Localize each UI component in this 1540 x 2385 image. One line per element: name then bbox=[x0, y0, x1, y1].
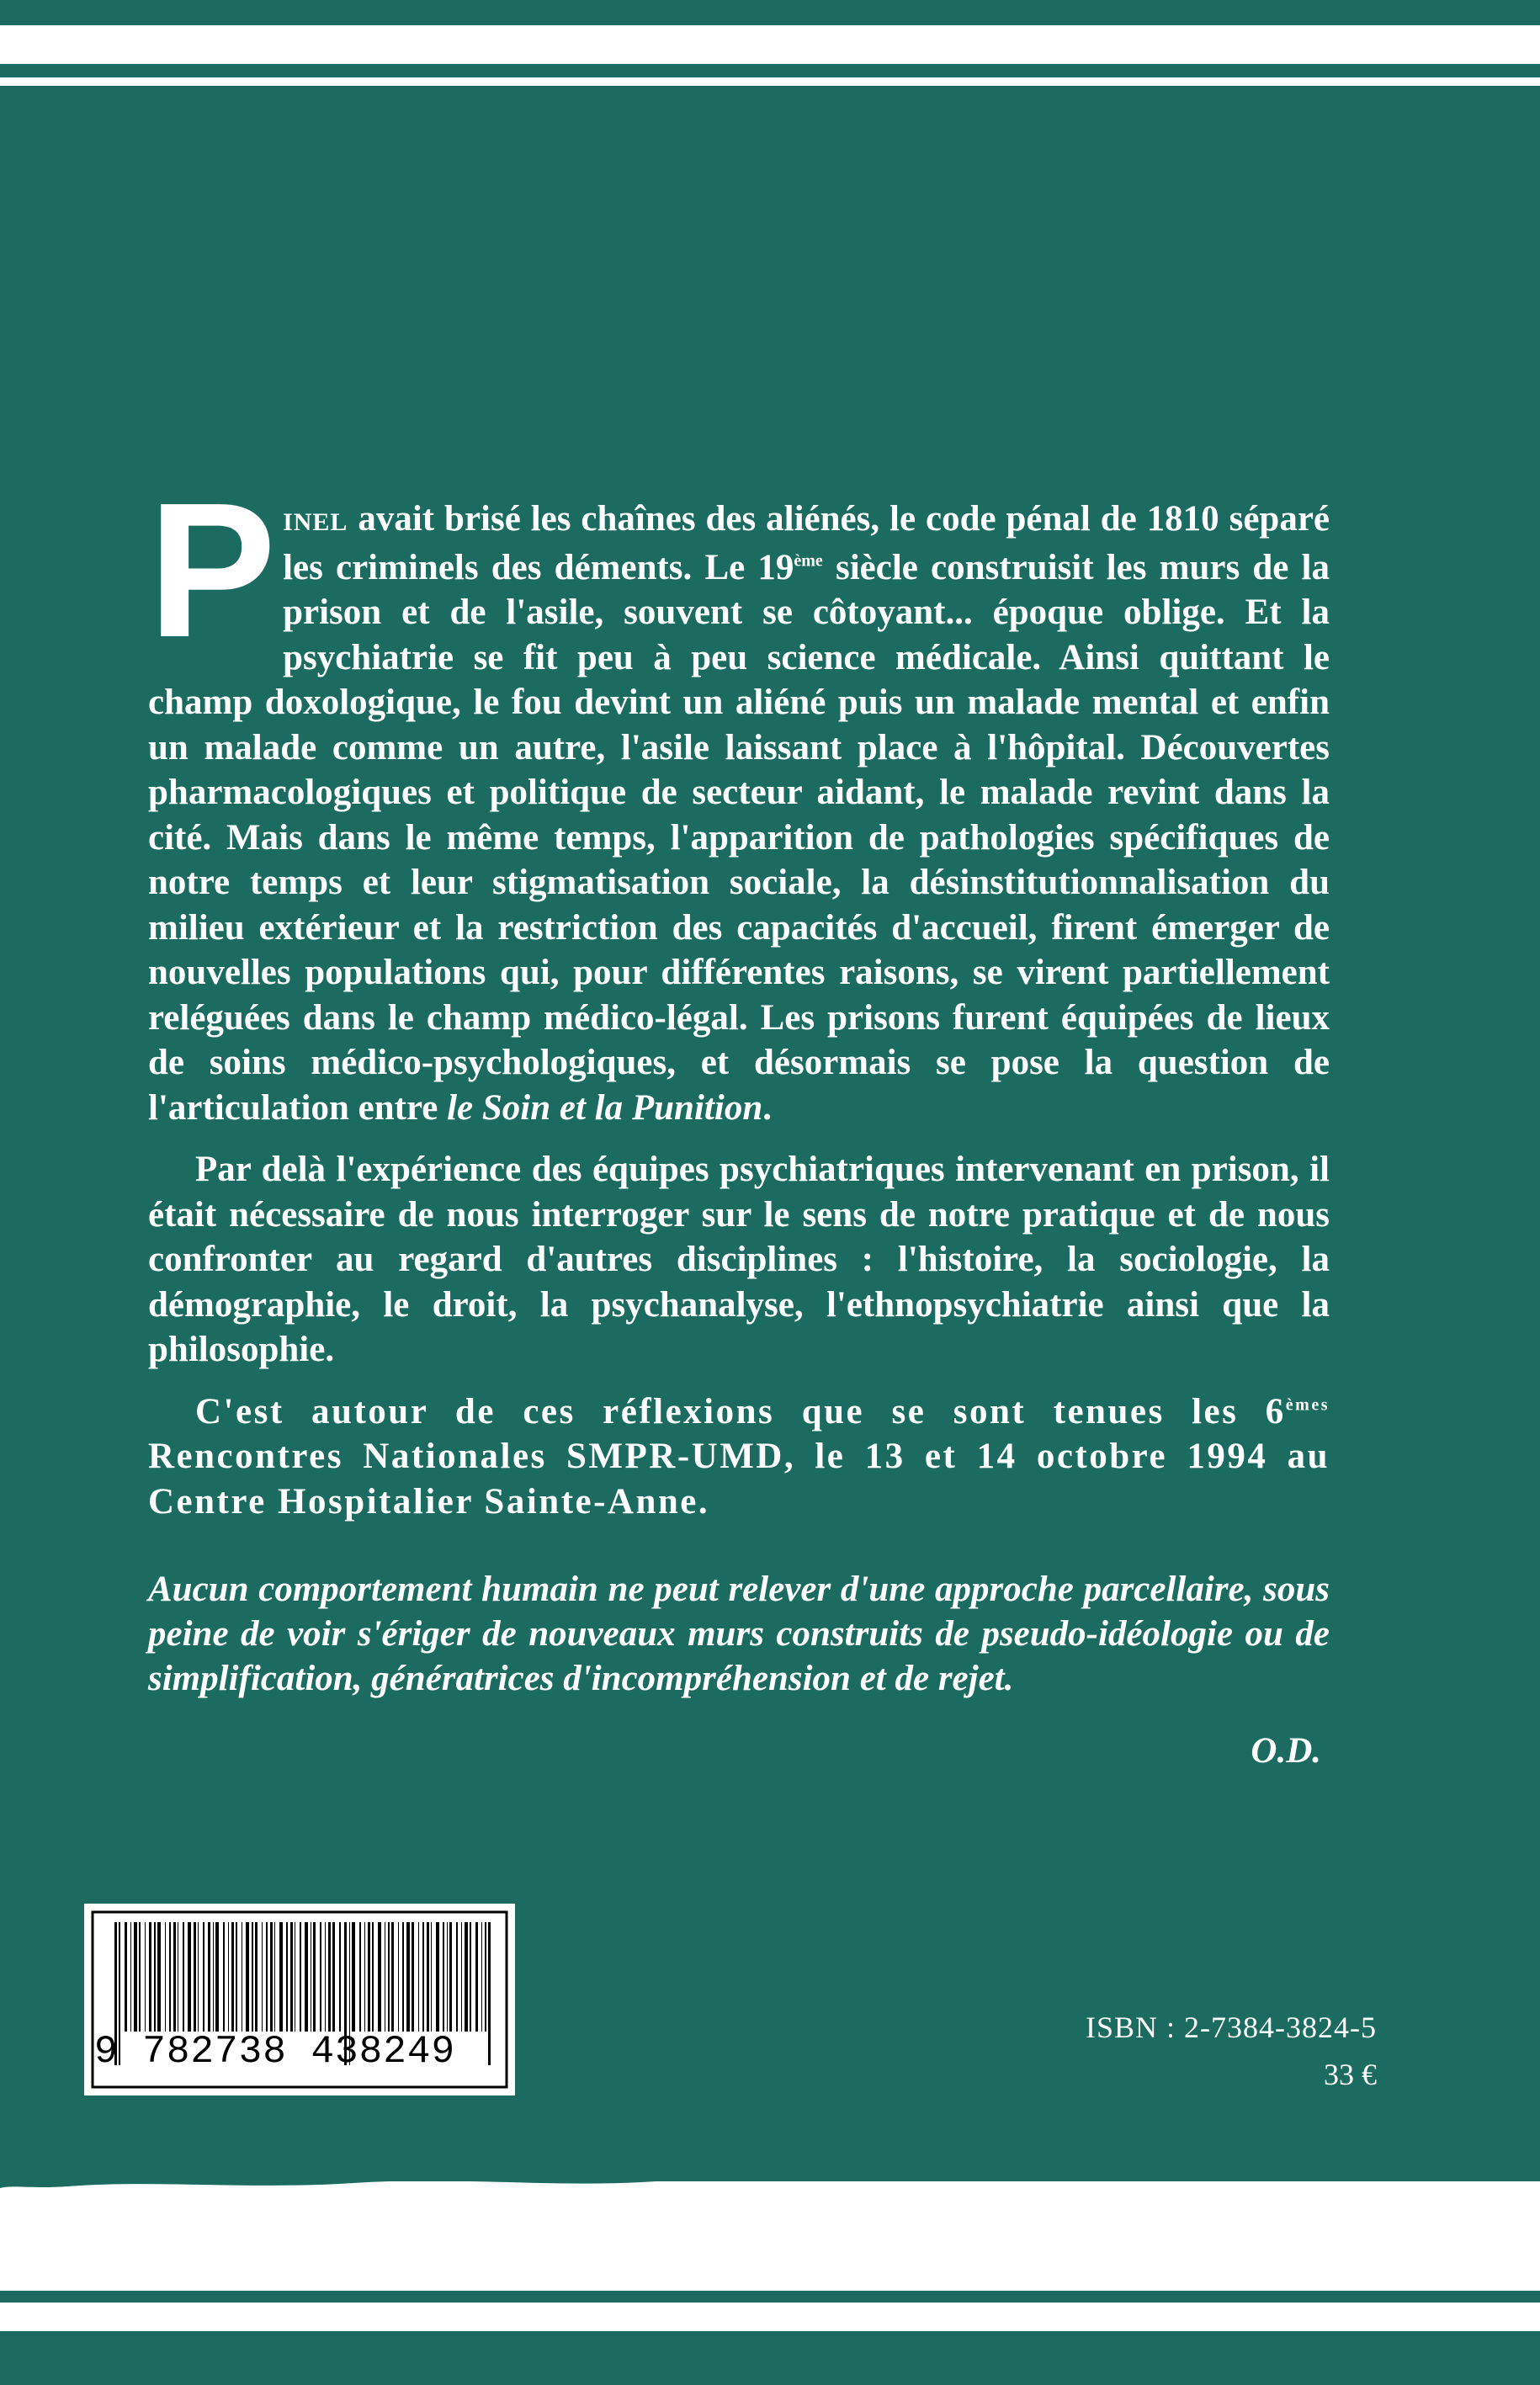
barcode-bar bbox=[188, 1922, 191, 2032]
barcode-bar bbox=[134, 1922, 137, 2032]
barcode-bar bbox=[252, 1922, 253, 2032]
bottom-stripe bbox=[0, 2331, 1540, 2385]
barcode-bar bbox=[236, 1922, 237, 2032]
barcode-bar bbox=[165, 1922, 166, 2032]
barcode-bar bbox=[352, 1922, 355, 2032]
barcode-bar bbox=[305, 1922, 308, 2032]
barcode-bar bbox=[228, 1922, 229, 2032]
barcode-bar bbox=[203, 1922, 204, 2032]
barcode-digits: 9 782738 438249 bbox=[94, 2030, 456, 2074]
barcode-bar bbox=[270, 1922, 273, 2032]
barcode-bar bbox=[431, 1922, 432, 2032]
barcode-bar bbox=[274, 1922, 275, 2032]
paragraph-3 bbox=[148, 1389, 1330, 1525]
barcode-bar bbox=[325, 1922, 326, 2032]
barcode-bar bbox=[290, 1922, 293, 2032]
barcode-bar bbox=[443, 1922, 444, 2032]
top-stripe bbox=[0, 0, 1540, 25]
barcode-bar bbox=[145, 1922, 146, 2032]
drop-cap: P bbox=[148, 464, 273, 677]
barcode-bar bbox=[388, 1922, 390, 2032]
barcode-bar bbox=[449, 1922, 452, 2032]
barcode-bar bbox=[398, 1922, 399, 2032]
barcode-bar bbox=[255, 1922, 258, 2032]
barcode-bar bbox=[378, 1922, 381, 2032]
paragraph-1-end: . bbox=[762, 1087, 772, 1128]
barcode-bar bbox=[339, 1922, 341, 2032]
barcode-bar bbox=[266, 1922, 268, 2032]
barcode-bar bbox=[246, 1922, 249, 2032]
barcode-bar bbox=[262, 1922, 263, 2032]
barcode-bar bbox=[279, 1922, 283, 2032]
bottom-stripe-thin bbox=[0, 2291, 1540, 2303]
quote-text: Aucun comportement humain ne peut relever d'une approche parcellaire, sous peine de voir s'ériger de nouveaux murs construits de pseudo-idéologie ou de simplification, génératrices d'incompréhension et de rejet. bbox=[148, 1570, 1330, 1698]
barcode-bar bbox=[402, 1922, 404, 2032]
barcode-bar bbox=[300, 1922, 301, 2032]
price: 33 € bbox=[1324, 2058, 1377, 2091]
barcode-bar bbox=[139, 1922, 141, 2032]
paragraph-1 bbox=[148, 464, 1330, 1130]
barcode-bar bbox=[485, 1922, 486, 2032]
superscript: ème bbox=[794, 551, 823, 571]
barcode-bar bbox=[418, 1922, 419, 2032]
barcode-bar bbox=[412, 1922, 414, 2032]
barcode-bar bbox=[332, 1922, 335, 2032]
paragraph-1-text-b: siècle construisit les murs de la prison et de l'asile, souvent se côtoyant... époque oblige. Et la psychiatrie se fit peu à peu science médicale. Ainsi quittant le champ doxologique, le fou devint un aliéné puis un malade mental et enfin un malade comme un autre, l'asile laissant place à l'hôpital. Découvertes pharmacologiques et politique de secteur aidant, le malade revint dans la cité. Mais dans le même temps, l'apparition de pathologies spécifiques de notre temps et leur stigmatisation sociale, la désinstitutionnalisation du milieu extérieur et la restriction des capacités d'accueil, firent émerger de nouvelles populations qui, pour différentes raisons, se virent partiellement reléguées dans le champ médico-légal. Les prisons furent équipées de lieux de soins médico-psychologiques, et désormais se pose la question de l'articulation entre bbox=[148, 547, 1330, 1128]
barcode-bar bbox=[436, 1922, 439, 2032]
superscript: èmes bbox=[1285, 1395, 1330, 1415]
barcode-bar bbox=[320, 1922, 321, 2032]
barcode-bar bbox=[125, 1922, 127, 2032]
top-stripe-thin bbox=[0, 64, 1540, 77]
barcode-bar bbox=[406, 1922, 410, 2032]
barcode-bar bbox=[328, 1922, 331, 2032]
barcode-bar bbox=[215, 1922, 219, 2032]
barcode-bar bbox=[313, 1922, 316, 2032]
paragraph-3-text-a: C'est autour de ces réflexions que se sont tenues les 6 bbox=[195, 1391, 1286, 1432]
isbn: ISBN : 2-7384-3824-5 bbox=[1086, 2011, 1377, 2044]
barcode-bar bbox=[447, 1922, 448, 2032]
barcode-bar bbox=[475, 1922, 478, 2032]
barcode-bar bbox=[359, 1922, 361, 2032]
barcode-bar bbox=[198, 1922, 199, 2032]
back-cover-text bbox=[148, 464, 1330, 1524]
barcode-bar bbox=[231, 1922, 234, 2032]
barcode-bar bbox=[422, 1922, 424, 2032]
italic-phrase: le Soin et la Punition bbox=[447, 1087, 763, 1128]
barcode-bar bbox=[391, 1922, 394, 2032]
paragraph-2: Par delà l'expérience des équipes psychiatriques intervenant en prison, il était nécessaire de nous interroger sur le sens de notre pratique et de nous confronter au regard d'autres disciplines : l'histoire, la sociologie, la démographie, le droit, la psychanalyse, l'ethnopsychiatrie ainsi que la philosophie. bbox=[148, 1150, 1330, 1369]
barcode-bar bbox=[208, 1922, 210, 2032]
barcode-bar bbox=[481, 1922, 482, 2032]
barcode bbox=[84, 1904, 515, 2096]
barcode-bar bbox=[157, 1922, 161, 2032]
barcode-bar bbox=[470, 1922, 471, 2032]
barcode-bar bbox=[149, 1922, 151, 2032]
barcode-bar bbox=[183, 1922, 184, 2032]
barcode-bar bbox=[461, 1922, 462, 2032]
barcode-bar bbox=[364, 1922, 365, 2032]
barcode-bar bbox=[130, 1922, 131, 2032]
barcode-bar bbox=[286, 1922, 288, 2032]
barcode-bar bbox=[169, 1922, 171, 2032]
barcode-bar bbox=[213, 1922, 214, 2032]
quote-signature: O.D. bbox=[1251, 1731, 1321, 1771]
barcode-bar bbox=[154, 1922, 156, 2032]
barcode-bar bbox=[194, 1922, 196, 2032]
barcode-bar bbox=[465, 1922, 468, 2032]
barcode-bar bbox=[223, 1922, 225, 2032]
paragraph-1-text-a: avait brisé les chaînes des aliénés, le code pénal de 1810 séparé les criminels des déments. Le 19 bbox=[283, 499, 1330, 587]
small-caps-word: INEL bbox=[283, 508, 348, 536]
barcode-bar bbox=[372, 1922, 374, 2032]
paragraph-3-text-b: Rencontres Nationales SMPR-UMD, le 13 et 14 octobre 1994 au Centre Hospitalier Sainte-Anne. bbox=[148, 1437, 1330, 1522]
barcode-bar bbox=[427, 1922, 429, 2032]
barcode-bar bbox=[368, 1922, 370, 2032]
barcode-bar bbox=[456, 1922, 458, 2032]
torn-bottom-edge bbox=[0, 2138, 1540, 2239]
barcode-bar bbox=[173, 1922, 176, 2032]
